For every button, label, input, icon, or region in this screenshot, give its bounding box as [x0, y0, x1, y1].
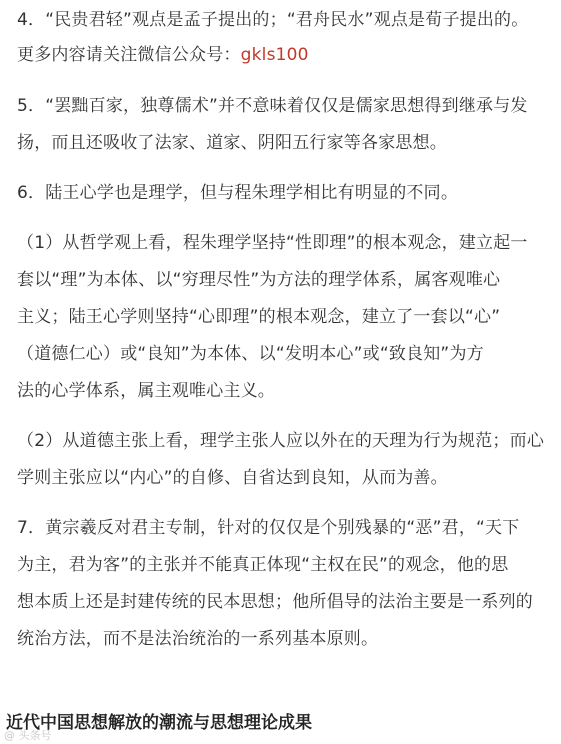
- paragraph-6-1-line-5: 法的心学体系，属主观唯心主义。: [17, 381, 275, 401]
- paragraph-6-1-line-1: （1）从哲学观上看，程朱理学坚持“性即理”的根本观念，建立起一: [17, 233, 528, 253]
- paragraph-6-1-line-4: （道德仁心）或“良知”为本体、以“发明本心”或“致良知”为方: [17, 344, 484, 364]
- paragraph-7-line-3: 想本质上还是封建传统的民本思想；他所倡导的法治主要是一系列的: [17, 592, 533, 612]
- section-heading: 近代中国思想解放的潮流与思想理论成果: [6, 713, 312, 733]
- paragraph-6-1-line-2: 套以“理”为本体、以“穷理尽性”为方法的理学体系，属客观唯心: [17, 270, 501, 290]
- watermark: @ 头条号: [4, 729, 52, 742]
- paragraph-6-line-1: 6．陆王心学也是理学，但与程朱理学相比有明显的不同。: [17, 183, 459, 203]
- paragraph-4-line-1: 4．“民贵君轻”观点是孟子提出的；“君舟民水”观点是荀子提出的。: [17, 10, 529, 30]
- paragraph-7-line-4: 统治方法，而不是法治统治的一系列基本原则。: [17, 629, 379, 649]
- wechat-account-id: gkls100: [240, 45, 309, 65]
- paragraph-4-line-2: [17, 43, 309, 67]
- paragraph-6-1-line-3: 主义；陆王心学则坚持“心即理”的根本观念，建立了一套以“心”: [17, 307, 501, 327]
- paragraph-5-line-2: 扬，而且还吸收了法家、道家、阴阳五行家等各家思想。: [17, 133, 447, 153]
- paragraph-6-2-line-2: 学则主张应以“内心”的自修、自省达到良知，从而为善。: [17, 468, 448, 488]
- paragraph-5-line-1: 5．“罢黜百家，独尊儒术”并不意味着仅仅是儒家思想得到继承与发: [17, 96, 528, 116]
- paragraph-7-line-1: 7．黄宗羲反对君主专制，针对的仅仅是个别残暴的“恶”君，“天下: [17, 518, 520, 538]
- paragraph-7-line-2: 为主，君为客”的主张并不能真正体现“主权在民”的观念，他的思: [17, 555, 509, 575]
- follow-prompt-text: 更多内容请关注微信公众号：: [17, 45, 241, 65]
- paragraph-6-2-line-1: （2）从道德主张上看，理学主张人应以外在的天理为行为规范；而心: [17, 431, 545, 451]
